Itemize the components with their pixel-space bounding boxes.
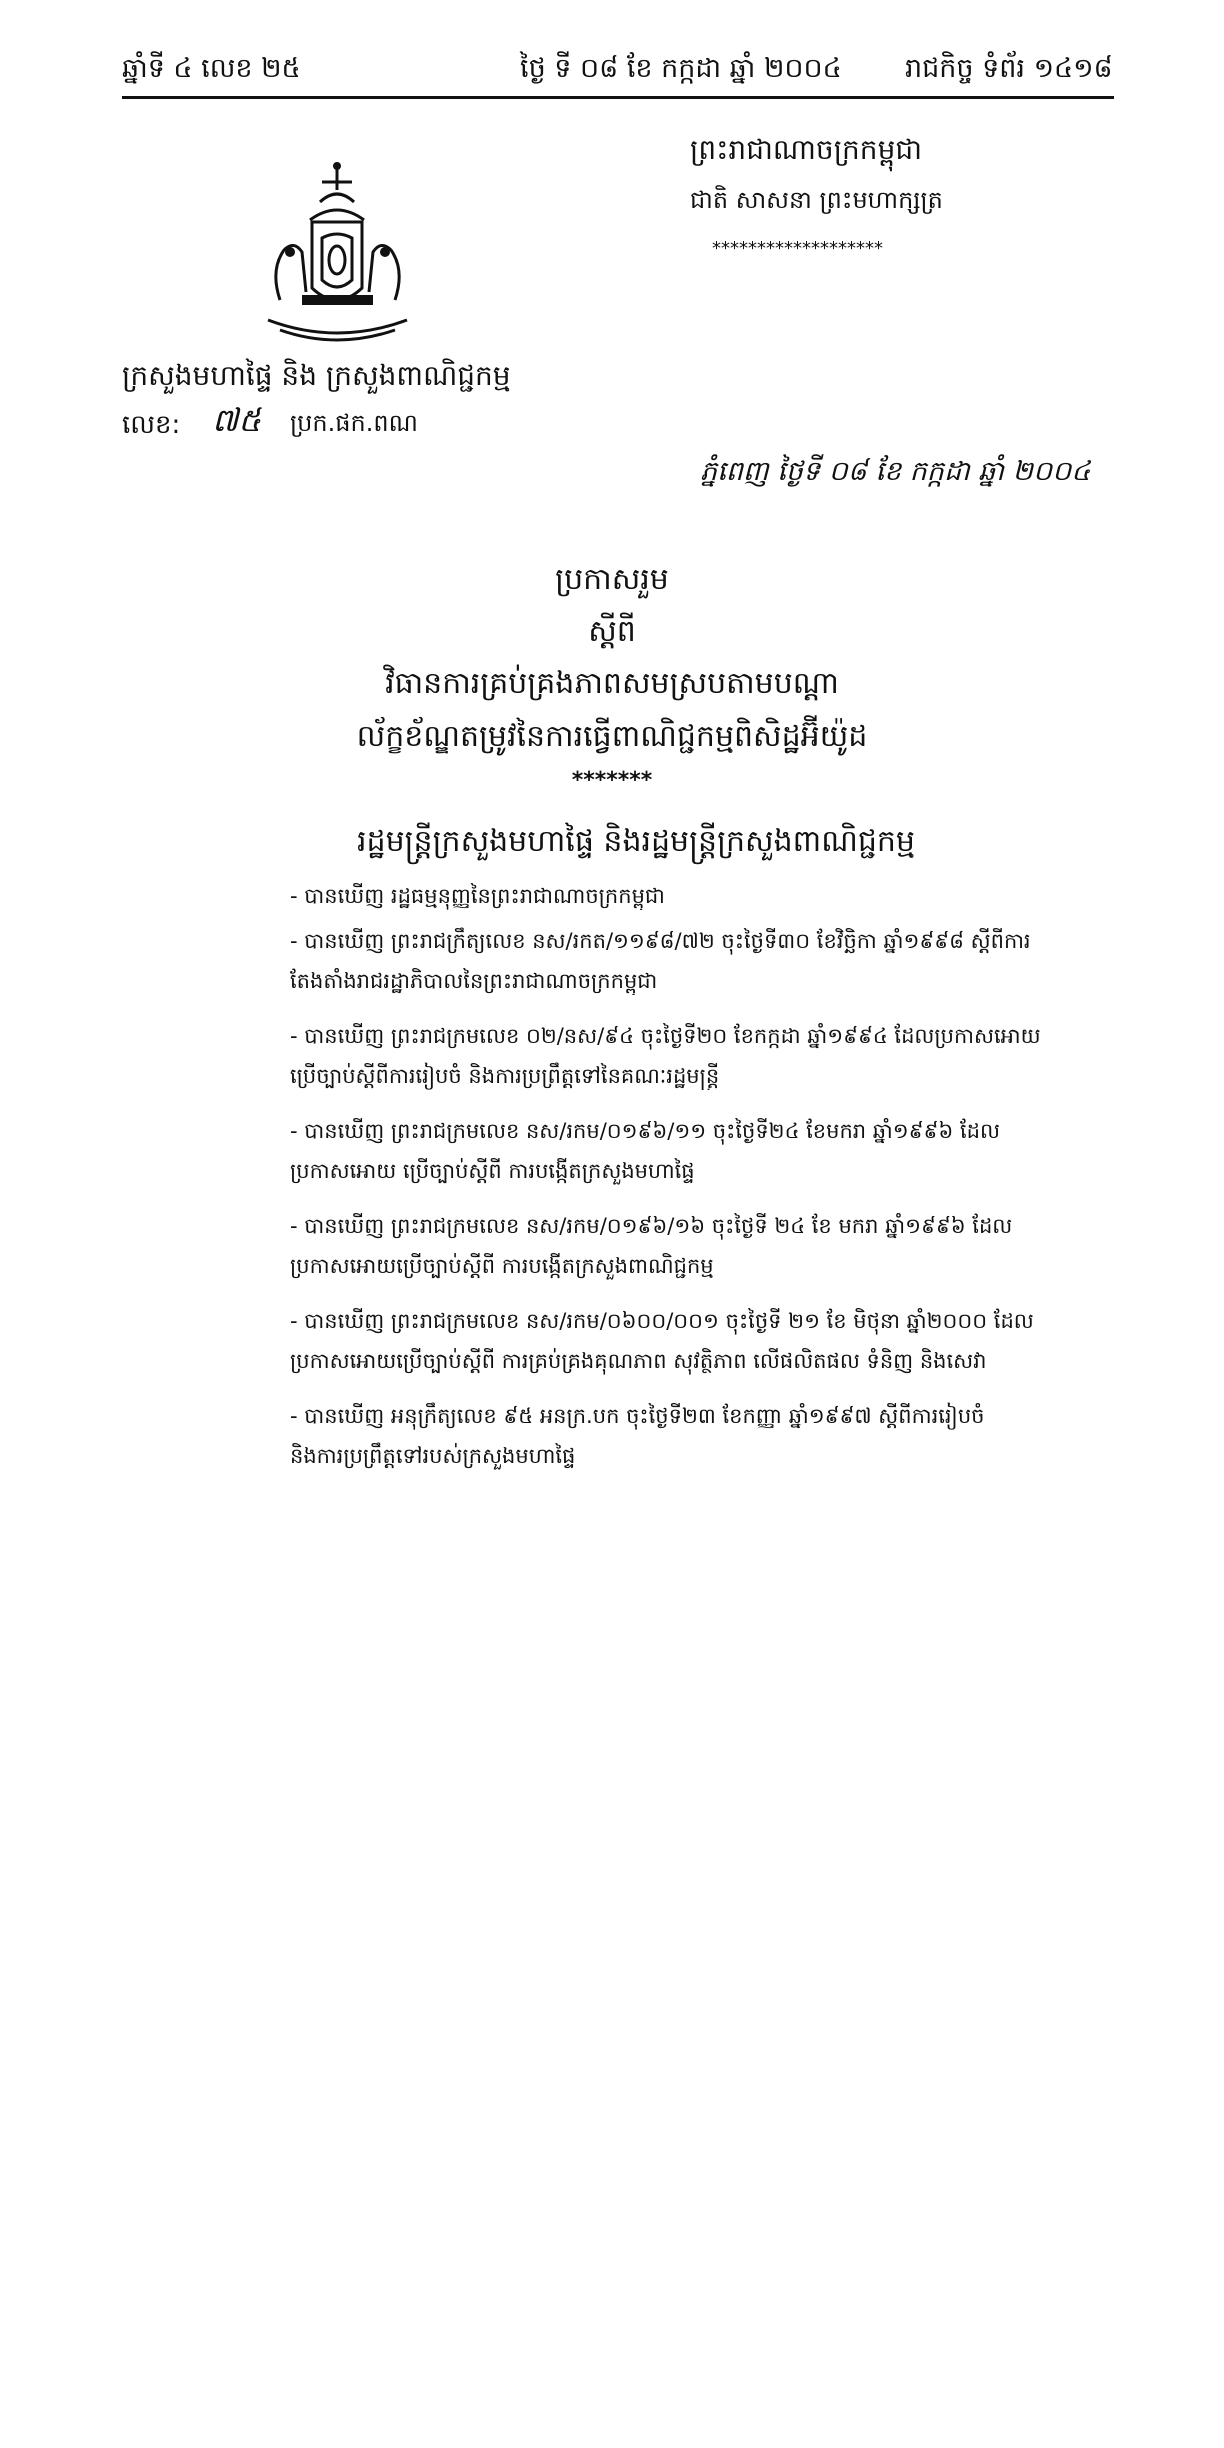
consideration-line: និងការប្រព្រឹត្តទៅរបស់ក្រសួងមហាផ្ទៃ (290, 1444, 576, 1468)
header-rule (122, 96, 1114, 99)
consideration-line: តែងតាំងរាជរដ្ឋាភិបាលនៃព្រះរាជាណាចក្រកម្ពុជា (290, 969, 658, 993)
royal-coat-of-arms-icon (250, 160, 425, 345)
consideration-line: - បានឃើញ ព្រះរាជក្រឹត្យលេខ នស/រកត/១១៩៨/៧២ ចុះថ្ងៃទី៣០ ខែវិច្ឆិកា ឆ្នាំ១៩៩៨ ស្តីពីការ (290, 929, 1031, 953)
consideration-line: - បានឃើញ រដ្ឋធម្មនុញ្ញនៃព្រះរាជាណាចក្រកម្ពុជា (290, 884, 665, 908)
ministers-heading: រដ្ឋមន្ត្រីក្រសួងមហាផ្ទៃ និងរដ្ឋមន្ត្រីក្រសួងពាណិជ្ជកម្ម (357, 824, 915, 859)
consideration-line: ប្រើច្បាប់ស្តីពីការរៀបចំ និងការប្រព្រឹត្តទៅនៃគណៈរដ្ឋមន្ត្រី (290, 1064, 720, 1088)
consideration-line: ប្រកាសអោយប្រើច្បាប់ស្តីពី ការបង្កើតក្រសួងពាណិជ្ជកម្ម (290, 1254, 714, 1278)
consideration-item (290, 1117, 1098, 1185)
place-date: ភ្នំពេញ ថ្ងៃទី ០៨ ខែ កក្កដា ឆ្នាំ ២០០៤ (700, 456, 1091, 487)
consideration-item (290, 882, 1098, 910)
header-page: រាជកិច្ច ទំព័រ ១៤១៨ (905, 53, 1113, 84)
title-about: ស្តីពី (588, 614, 636, 649)
consideration-line: ប្រកាសអោយ ប្រើច្បាប់ស្តីពី ការបង្កើតក្រសួងមហាផ្ទៃ (290, 1159, 695, 1183)
consideration-line: - បានឃើញ ព្រះរាជក្រមលេខ នស/រកម/០៦០០/០០១ ចុះថ្ងៃទី ២១ ខែ មិថុនា ឆ្នាំ២០០០ ដែល (290, 1309, 1034, 1333)
consideration-item (290, 1212, 1098, 1280)
kingdom-motto: ជាតិ សាសនា ព្រះមហាក្សត្រ (690, 186, 943, 214)
ref-handwritten-number: ៧៥ (212, 401, 261, 439)
header-date: ថ្ងៃ ទី ០៨ ខែ កក្កដា ឆ្នាំ ២០០៤ (520, 53, 842, 84)
consideration-line: - បានឃើញ ព្រះរាជក្រមលេខ នស/រកម/០១៩៦/១៦ ចុះថ្ងៃទី ២៤ ខែ មករា ឆ្នាំ១៩៩៦ ដែល (290, 1214, 1013, 1238)
consideration-item (290, 927, 1098, 995)
title-line-1: វិធានការគ្រប់គ្រងភាពសមស្របតាមបណ្តា (385, 666, 839, 701)
ref-label: លេខ: (122, 410, 181, 440)
consideration-line: ប្រកាសអោយប្រើច្បាប់ស្តីពី ការគ្រប់គ្រងគុណភាព សុវត្ថិភាព លើផលិតផល ទំនិញ និងសេវា (290, 1349, 987, 1373)
consideration-line: - បានឃើញ ព្រះរាជក្រមលេខ ០២/នស/៩៤ ចុះថ្ងៃទី២០ ខែកក្កដា ឆ្នាំ១៩៩៤ ដែលប្រកាសអោយ (290, 1024, 1041, 1048)
consideration-line: - បានឃើញ អនុក្រឹត្យលេខ ៩៥ អនក្រ.បក ចុះថ្ងៃទី២៣ ខែកញ្ញា ឆ្នាំ១៩៩៧ ស្តីពីការរៀបចំ (290, 1404, 985, 1428)
header-issue: ឆ្នាំទី ៤ លេខ ២៥ (122, 53, 301, 84)
kingdom-stars: ******************* (712, 238, 883, 259)
kingdom-name: ព្រះរាជាណាចក្រកម្ពុជា (690, 133, 923, 166)
consideration-item (290, 1307, 1098, 1375)
title-stars: ******* (571, 768, 653, 793)
consideration-line: - បានឃើញ ព្រះរាជក្រមលេខ នស/រកម/០១៩៦/១១ ចុះថ្ងៃទី២៤ ខែមករា ឆ្នាំ១៩៩៦ ដែល (290, 1119, 1000, 1143)
consideration-item (290, 1022, 1098, 1090)
ref-code: ប្រក.ផក.ពណ (290, 409, 418, 437)
consideration-item (290, 1402, 1098, 1470)
document-type: ប្រកាសរួម (555, 562, 669, 597)
title-line-2: ល័ក្ខខ័ណ្ឌតម្រូវនៃការធ្វើពាណិជ្ជកម្មពិសិដ្ឋអ៊ីយ៉ូដ (356, 719, 868, 754)
ministries-names: ក្រសួងមហាផ្ទៃ និង ក្រសួងពាណិជ្ជកម្ម (122, 359, 511, 392)
